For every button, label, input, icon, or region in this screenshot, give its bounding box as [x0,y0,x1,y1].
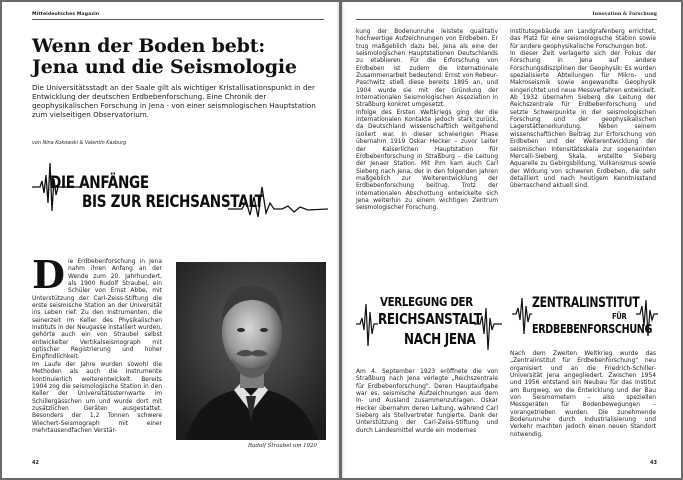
header-rule [356,19,657,20]
heading-mid-line-2: REICHSANSTALT [378,310,482,328]
page-number: 43 [650,460,657,466]
heading-right-line-1: ZENTRALINSTITUT [532,295,640,311]
col1-paragraph-2: Infolge des Ersten Weltkriegs ging der die internationalen Kontakte jedoch stark zurück, da Deutschland wissenschaftlich weitgehend isoliert war. In dieser schwierigen Phase übernahm 1919 Oskar Hecker – zuvor Leiter der Kaiserlichen Hauptstation für Erdbebenforschung in Straßburg – die Leitung der Jenaer Station. Mit ihm kam auch Carl Sieberg nach Jena, der in den folgenden Jahren maßgeblich zur Weiterentwicklung der Erdbebenforschung beitrug. Trotz der internationalen Abschottung entwickelte sich Jena weiterhin zu einem wichtigen Zentrum seismologischer Forschung. [356,108,498,212]
body-paragraph-1 [32,252,162,361]
body-column-2-top [510,28,656,190]
header-rule [32,19,324,20]
byline: von Nina Kukowski & Valentin Kasburg [32,140,127,146]
heading-right-line-2: FÜR [612,312,627,321]
body-paragraph-2: Im Laufe der Jahre wurden sowohl die Methoden als auch die Instrumente kontinuierlich weiterentwickelt. Bereits 1904 zog die seismologische Station in den Keller der Universitätssternwarte im Schillergässchen um und wurde dort mit zusätzlichen Geräten ausgestattet. Besonders der 1,2 Tonnen schwere Wiechert-Seismograph mit einer mehrtausendfachen Verstär- [32,360,162,434]
col2-bottom-paragraph: Nach dem Zweiten Weltkrieg wurde das „Zentralinstitut für Erdbebenforschung" neu organisiert und an die Friedrich-Schiller-Universität Jena angegliedert. Zwischen 1954 und 1956 entstand ein Neubau für das Institut am Burgweg, wo die Entwicklung und der Bau von Seismometern – also speziellen Messgeräten für Bodenbewegungen – vorangetrieben wurden. Die zunehmende Bodenunruhe durch Industrialisierung und Verkehr machten jedoch einen neuen Standort notwendig, [510,350,656,438]
col2-paragraph-1: Institutsgebäude am Landgrafenberg errichtet, das Platz für eine seismologische Station sowie für andere geophysikalische Forschungen bot. [510,28,656,50]
body-column-1-bottom [356,368,498,434]
drop-cap: D [32,252,65,297]
portrait-photo [176,262,326,440]
body-column-1-top [356,28,498,212]
body-column-2-bottom [510,350,656,438]
body-column-left [32,252,162,434]
section-heading-line-1: DIE ANFÄNGE [50,173,149,193]
title-line-1: Wenn der Boden bebt: [32,35,266,57]
gutter-shadow-right [342,2,345,478]
right-page [342,2,681,478]
section-heading-line-2: BIS ZUR REICHSANSTALT [82,192,264,212]
col1-paragraph-1: kung der Bodenunruhe leistete qualitativ hochwertige Aufzeichnungen von Erdbeben. Er trug maßgeblich dazu bei, Jena als eine der seismologischen Hauptstationen Deutschlands zu etablieren. Für die Erforschung von Erdbeben ist zudem die internationale Zusammenarbeit bedeutend: Ernst von Rebeur-Paschwitz stieß diese bereits 1895 an, und 1904 wurde sie mit der Gründung der Internationalen Seismologischen Assoziation in Straßburg konkret umgesetzt. [356,28,498,109]
heading-right-line-3: ERDBEBENFORSCHUNG [532,322,653,336]
gutter-shadow-left [336,2,339,478]
article-title [32,36,332,78]
page-header: Mitteldeutsches Magazin [32,12,100,17]
body-paragraph-1-text: ie Erdbebenforschung in Jena nahm ihren Anfang an der Wende zum 20. Jahrhundert, als 1900 Rudolf Straubel, ein Schüler von Ernst Abbe, mit Unterstützung der Carl-Zeiss-Stiftung die erste seismische Station an der Universität ins Leben rief. Zu den Instrumenten, die seinerzeit im Keller des Physikalischen Instituts in der Neugasse installiert wurden, gehörte auch ein von Straubel selbst entwickelter Vertikalseismograph mit optischer Registrierung und hoher Empfindlichkeit. [32,258,162,361]
heading-mid-line-3: NACH JENA [404,330,476,348]
section-heading-anfaenge [32,157,328,217]
section-heading-zentralinstitut [512,290,658,344]
page-header: Innovation & Forschung [592,12,657,17]
title-line-2: Jena und die Seismologie [32,56,297,78]
page-number: 42 [32,460,39,466]
article-lead: Die Universitätsstadt an der Saale gilt als wichtiger Kristallisationspunkt in der Entwicklung der deutschen Erdbebenforschung. Eine Chronik der geophysikalischen Forschung in Jena - von einer seismologischen Hauptstation zum vielseitigen Observatorium. [32,83,316,119]
section-heading-verlegung [356,290,502,356]
left-page [2,2,339,478]
col1-bottom-paragraph: Am 4. September 1923 eröffnete die von Straßburg nach Jena verlegte „Reichszentrale für Erdbebenforschung". Deren Hauptaufgabe war es, seismische Aufzeichnungen aus dem In- und Ausland zusammenzutragen. Oskar Hecker übernahm deren Leitung, während Carl Sieberg als Stellvertreter fungierte. Dank der Unterstützung der Carl-Zeiss-Stiftung und durch Landesmittel wurde ein modernes [356,368,498,434]
photo-caption: Rudolf Straubel um 1920 [248,443,317,449]
portrait-image [176,262,326,440]
heading-mid-line-1: VERLEGUNG DER [380,294,473,309]
col2-paragraph-2: In dieser Zeit verlagerte sich der Fokus der Forschung in Jena auf andere Forschungsdisziplinen der Geophysik: Es wurden spezialisierte Abteilungen für Mikro- und Makroseismik sowie angewandte Geophysik eingerichtet und neue Messverfahren entwickelt. Ab 1932 übernahm Sieberg die Leitung der Reichszentrale für Erdbebenforschung und setzte Schwerpunkte in der seismologischen Forschung und der geophysikalischen Lagerstättenerkundung. Neben seinem wissenschaftlichen Beitrag zur Erforschung von Erdbeben und der Weiterentwicklung der seismischen Intensitätsskala zur sogenannten Mercalli-Sieberg Skala, erstellte Sieberg Aquarelle zu Gebirgsbildung, Vulkanismus sowie der Wirkung von schweren Erdbeben, die sehr detailliert und nach heutigem Kenntnisstand überraschend aktuell sind. [510,50,656,190]
